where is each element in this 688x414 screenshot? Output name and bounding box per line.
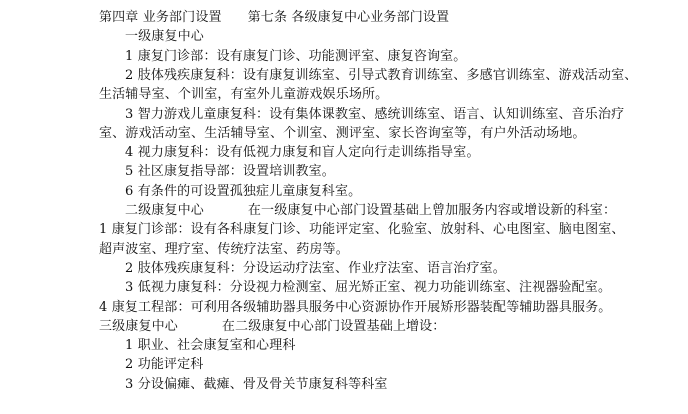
level1-title: 一级康复中心 <box>125 29 204 45</box>
level1-item-continued: 室、游戏活动室、生活辅导室、个训室、测评室、家长咨询室等，有户外活动场地。 <box>99 125 586 141</box>
level2-intro: 在一级康复中心部门设置基础上曾加服务内容或增设新的科室： <box>247 203 617 218</box>
level2-item-continued: 超声波室、理疗室、传统疗法室、药房等。 <box>99 241 349 257</box>
level3-item: 2 功能评定科 <box>125 357 204 373</box>
level2-title: 二级康复中心 <box>125 203 204 218</box>
level2-item: 1 康复门诊部：设有各科康复门诊、功能评定室、化验室、放射科、心电图室、脑电图室、 <box>99 222 625 238</box>
heading-line <box>99 9 449 27</box>
level3-intro: 在二级康复中心部门设置基础上增设： <box>221 318 446 334</box>
level3-title: 三级康复中心 <box>99 318 178 334</box>
level1-item: 5 社区康复指导部：设置培训教室。 <box>125 164 335 180</box>
level1-item-continued: 生活辅导室、个训室，有室外儿童游戏娱乐场所。 <box>99 87 389 103</box>
level3-heading <box>99 318 445 336</box>
level1-item: 6 有条件的可设置孤独症儿童康复科室。 <box>125 183 362 199</box>
level1-item: 3 智力游戏儿童康复科：设有集体课教室、感统训练室、语言、认知训练室、音乐治疗 <box>125 106 625 122</box>
level3-item: 1 职业、社会康复室和心理科 <box>125 338 296 354</box>
chapter-title: 第四章 业务部门设置 <box>99 10 222 25</box>
level1-item: 4 视力康复科：设有低视力康复和盲人定向行走训练指导室。 <box>125 145 480 161</box>
level3-item: 3 分设偏瘫、截瘫、骨及骨关节康复科等科室 <box>125 376 388 392</box>
level1-item: 1 康复门诊部：设有康复门诊、功能测评室、康复咨询室。 <box>125 48 467 64</box>
level2-item: 2 肢体残疾康复科：分设运动疗法室、作业疗法室、语言治疗室。 <box>125 260 506 276</box>
level2-item: 3 低视力康复科：分设视力检测室、屈光矫正室、视力功能训练室、注视器验配室。 <box>125 280 612 296</box>
level2-item: 4 康复工程部：可利用各级辅助器具服务中心资源协作开展矫形器装配等辅助器具服务。 <box>99 299 612 315</box>
article-title: 第七条 各级康复中心业务部门设置 <box>247 10 450 25</box>
level2-heading <box>125 202 616 220</box>
level1-item: 2 肢体残疾康复科：设有康复训练室、引导式教育训练室、多感官训练室、游戏活动室、 <box>125 67 638 83</box>
